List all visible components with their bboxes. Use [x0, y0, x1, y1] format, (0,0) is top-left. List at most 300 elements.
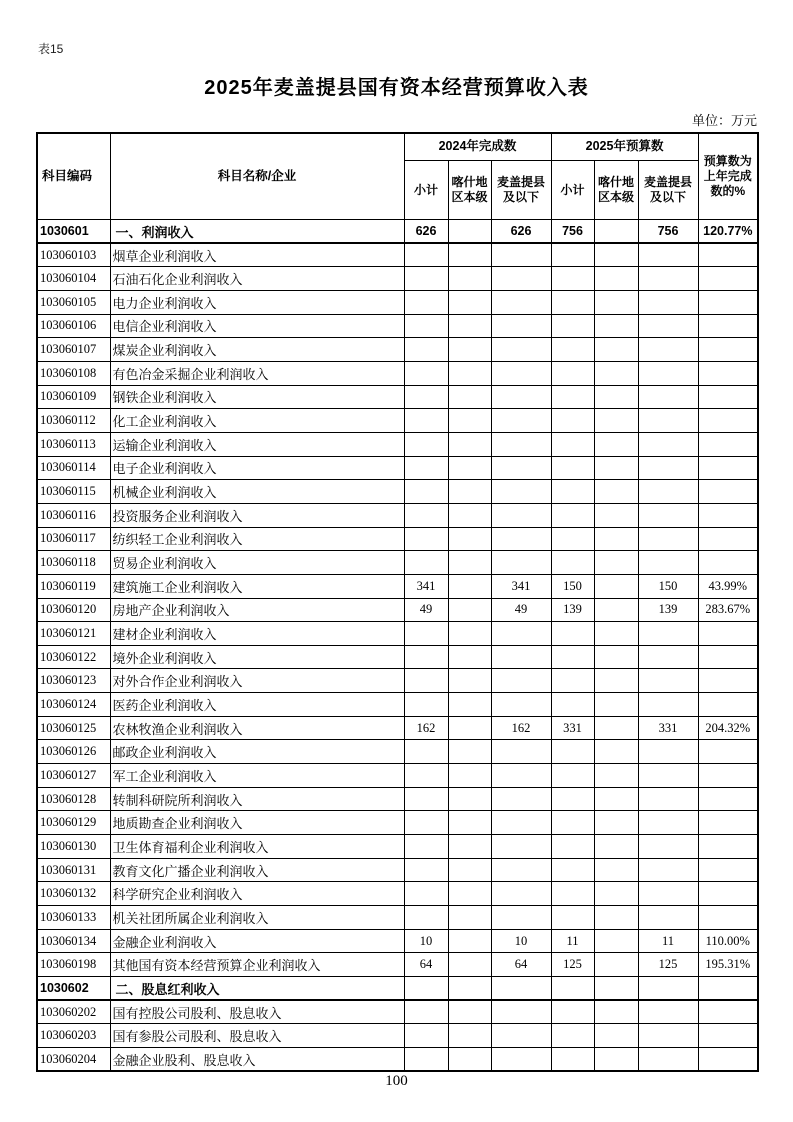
item-row — [37, 929, 758, 953]
header-2025-prefecture: 喀什地区本级 — [594, 161, 638, 220]
value-cell — [491, 361, 551, 385]
item-row — [37, 622, 758, 646]
value-cell — [404, 527, 448, 551]
subject-name-cell: 境外企业利润收入 — [110, 645, 404, 669]
value-cell — [551, 527, 594, 551]
header-2024-subtotal: 小计 — [404, 161, 448, 220]
value-cell — [638, 693, 698, 717]
subject-code-cell: 103060123 — [37, 669, 110, 693]
value-cell — [594, 835, 638, 859]
item-row — [37, 574, 758, 598]
value-cell — [448, 811, 491, 835]
item-row — [37, 290, 758, 314]
value-cell — [594, 645, 638, 669]
value-cell — [551, 456, 594, 480]
value-cell — [551, 882, 594, 906]
value-cell: 139 — [551, 598, 594, 622]
value-cell: 756 — [638, 220, 698, 244]
value-cell: 64 — [404, 953, 448, 977]
subject-code-cell: 103060114 — [37, 456, 110, 480]
value-cell — [491, 243, 551, 267]
value-cell — [638, 1024, 698, 1048]
value-cell — [491, 290, 551, 314]
value-cell: 125 — [638, 953, 698, 977]
value-cell: 120.77% — [698, 220, 758, 244]
value-cell — [698, 551, 758, 575]
subject-code-cell: 103060122 — [37, 645, 110, 669]
value-cell — [698, 243, 758, 267]
value-cell — [491, 811, 551, 835]
subject-code-cell: 103060130 — [37, 835, 110, 859]
value-cell — [491, 1024, 551, 1048]
item-row — [37, 740, 758, 764]
value-cell — [448, 1047, 491, 1071]
value-cell — [448, 503, 491, 527]
value-cell: 341 — [404, 574, 448, 598]
value-cell — [551, 432, 594, 456]
value-cell — [404, 835, 448, 859]
value-cell — [448, 977, 491, 1001]
subject-name-cell: 机械企业利润收入 — [110, 480, 404, 504]
item-row — [37, 267, 758, 291]
value-cell — [551, 385, 594, 409]
subject-name-cell: 医药企业利润收入 — [110, 693, 404, 717]
value-cell — [594, 693, 638, 717]
value-cell: 150 — [638, 574, 698, 598]
value-cell — [638, 456, 698, 480]
header-group-2025: 2025年预算数 — [551, 133, 698, 161]
value-cell — [638, 527, 698, 551]
value-cell — [638, 811, 698, 835]
value-cell — [698, 361, 758, 385]
subject-code-cell: 103060119 — [37, 574, 110, 598]
value-cell — [638, 882, 698, 906]
value-cell — [698, 432, 758, 456]
item-row — [37, 835, 758, 859]
subject-name-cell: 建筑施工企业利润收入 — [110, 574, 404, 598]
item-row — [37, 716, 758, 740]
value-cell — [638, 551, 698, 575]
value-cell — [491, 669, 551, 693]
value-cell — [698, 503, 758, 527]
value-cell — [638, 338, 698, 362]
header-2024-county: 麦盖提县及以下 — [491, 161, 551, 220]
value-cell — [638, 835, 698, 859]
value-cell — [404, 338, 448, 362]
value-cell — [448, 716, 491, 740]
value-cell: 64 — [491, 953, 551, 977]
value-cell — [698, 740, 758, 764]
value-cell — [594, 740, 638, 764]
value-cell — [448, 764, 491, 788]
value-cell — [448, 835, 491, 859]
value-cell — [551, 645, 594, 669]
value-cell — [448, 432, 491, 456]
value-cell — [448, 669, 491, 693]
subject-name-cell: 机关社团所属企业利润收入 — [110, 906, 404, 930]
value-cell — [638, 906, 698, 930]
value-cell — [551, 1024, 594, 1048]
item-row — [37, 480, 758, 504]
value-cell: 162 — [491, 716, 551, 740]
value-cell — [448, 409, 491, 433]
value-cell — [491, 906, 551, 930]
value-cell — [404, 409, 448, 433]
value-cell — [448, 740, 491, 764]
value-cell — [448, 906, 491, 930]
subject-name-cell: 电子企业利润收入 — [110, 456, 404, 480]
value-cell: 49 — [491, 598, 551, 622]
value-cell — [551, 622, 594, 646]
subject-name-cell: 国有控股公司股利、股息收入 — [110, 1000, 404, 1024]
value-cell: 626 — [491, 220, 551, 244]
item-row — [37, 409, 758, 433]
value-cell — [638, 314, 698, 338]
value-cell — [638, 267, 698, 291]
value-cell — [594, 716, 638, 740]
item-row — [37, 1047, 758, 1071]
value-cell — [448, 361, 491, 385]
value-cell — [404, 551, 448, 575]
subject-name-cell: 邮政企业利润收入 — [110, 740, 404, 764]
subject-name-cell: 金融企业股利、股息收入 — [110, 1047, 404, 1071]
header-2024-prefecture: 喀什地区本级 — [448, 161, 491, 220]
subject-code-cell: 103060125 — [37, 716, 110, 740]
value-cell — [551, 1000, 594, 1024]
value-cell — [448, 551, 491, 575]
value-cell: 162 — [404, 716, 448, 740]
subject-name-cell: 电信企业利润收入 — [110, 314, 404, 338]
value-cell — [594, 409, 638, 433]
subject-name-cell: 国有参股公司股利、股息收入 — [110, 1024, 404, 1048]
value-cell — [638, 645, 698, 669]
value-cell — [698, 1024, 758, 1048]
value-cell — [698, 787, 758, 811]
item-row — [37, 906, 758, 930]
value-cell — [698, 456, 758, 480]
value-cell — [698, 669, 758, 693]
value-cell — [594, 1000, 638, 1024]
value-cell — [638, 1047, 698, 1071]
value-cell — [698, 906, 758, 930]
value-cell — [448, 527, 491, 551]
value-cell — [491, 409, 551, 433]
value-cell — [404, 385, 448, 409]
unit-label: 单位：万元 — [691, 113, 757, 128]
value-cell — [638, 740, 698, 764]
subject-code-cell: 103060133 — [37, 906, 110, 930]
value-cell — [594, 361, 638, 385]
subject-code-cell: 103060204 — [37, 1047, 110, 1071]
value-cell — [698, 527, 758, 551]
value-cell — [404, 1047, 448, 1071]
value-cell — [491, 858, 551, 882]
value-cell — [448, 953, 491, 977]
value-cell — [551, 764, 594, 788]
section-row — [37, 977, 758, 1001]
value-cell — [594, 338, 638, 362]
value-cell: 341 — [491, 574, 551, 598]
item-row — [37, 811, 758, 835]
value-cell — [404, 622, 448, 646]
value-cell — [448, 220, 491, 244]
table-body — [37, 220, 758, 1072]
subject-code-cell: 103060112 — [37, 409, 110, 433]
value-cell — [491, 432, 551, 456]
value-cell — [404, 480, 448, 504]
subject-code-cell: 103060134 — [37, 929, 110, 953]
value-cell — [594, 314, 638, 338]
item-row — [37, 764, 758, 788]
value-cell — [698, 1047, 758, 1071]
budget-revenue-table — [36, 132, 759, 1072]
subject-name-cell: 地质勘查企业利润收入 — [110, 811, 404, 835]
value-cell — [448, 929, 491, 953]
subject-code-cell: 103060202 — [37, 1000, 110, 1024]
value-cell — [594, 456, 638, 480]
value-cell — [698, 314, 758, 338]
value-cell — [638, 977, 698, 1001]
item-row — [37, 598, 758, 622]
table-tag: 表15 — [38, 42, 64, 56]
subject-name-cell: 军工企业利润收入 — [110, 764, 404, 788]
value-cell — [448, 1000, 491, 1024]
item-row — [37, 858, 758, 882]
value-cell: 331 — [551, 716, 594, 740]
subject-name-cell: 教育文化广播企业利润收入 — [110, 858, 404, 882]
value-cell — [698, 290, 758, 314]
value-cell — [448, 622, 491, 646]
subject-name-cell: 卫生体育福利企业利润收入 — [110, 835, 404, 859]
subject-name-cell: 金融企业利润收入 — [110, 929, 404, 953]
value-cell — [638, 503, 698, 527]
subject-name-cell: 纺织轻工企业利润收入 — [110, 527, 404, 551]
subject-name-cell: 农林牧渔企业利润收入 — [110, 716, 404, 740]
subject-code-cell: 1030602 — [37, 977, 110, 1001]
value-cell — [551, 811, 594, 835]
value-cell — [551, 243, 594, 267]
value-cell — [638, 432, 698, 456]
value-cell — [594, 527, 638, 551]
value-cell: 204.32% — [698, 716, 758, 740]
value-cell: 331 — [638, 716, 698, 740]
value-cell — [448, 693, 491, 717]
subject-name-cell: 石油石化企业利润收入 — [110, 267, 404, 291]
value-cell — [638, 858, 698, 882]
subject-name-cell: 一、利润收入 — [110, 220, 404, 244]
table-header — [37, 133, 758, 220]
item-row — [37, 432, 758, 456]
subject-code-cell: 103060203 — [37, 1024, 110, 1048]
value-cell — [594, 385, 638, 409]
item-row — [37, 456, 758, 480]
value-cell — [404, 1024, 448, 1048]
value-cell — [404, 267, 448, 291]
value-cell: 139 — [638, 598, 698, 622]
value-cell — [551, 551, 594, 575]
value-cell — [594, 574, 638, 598]
value-cell — [491, 267, 551, 291]
value-cell — [698, 267, 758, 291]
value-cell — [448, 645, 491, 669]
value-cell — [448, 787, 491, 811]
value-cell — [448, 314, 491, 338]
value-cell — [551, 480, 594, 504]
subject-name-cell: 转制科研院所利润收入 — [110, 787, 404, 811]
value-cell — [404, 811, 448, 835]
value-cell — [594, 811, 638, 835]
value-cell — [404, 290, 448, 314]
value-cell — [594, 480, 638, 504]
value-cell — [551, 409, 594, 433]
subject-name-cell: 贸易企业利润收入 — [110, 551, 404, 575]
value-cell — [491, 456, 551, 480]
header-subject-code: 科目编码 — [37, 133, 110, 220]
value-cell — [594, 290, 638, 314]
value-cell — [551, 740, 594, 764]
subject-code-cell: 1030601 — [37, 220, 110, 244]
value-cell — [551, 835, 594, 859]
value-cell — [491, 480, 551, 504]
value-cell — [491, 338, 551, 362]
item-row — [37, 882, 758, 906]
subject-code-cell: 103060108 — [37, 361, 110, 385]
value-cell — [404, 977, 448, 1001]
subject-code-cell: 103060120 — [37, 598, 110, 622]
subject-name-cell: 投资服务企业利润收入 — [110, 503, 404, 527]
value-cell — [698, 764, 758, 788]
value-cell: 11 — [638, 929, 698, 953]
item-row — [37, 361, 758, 385]
item-row — [37, 669, 758, 693]
item-row — [37, 551, 758, 575]
value-cell — [698, 858, 758, 882]
item-row — [37, 1024, 758, 1048]
value-cell — [638, 290, 698, 314]
subject-code-cell: 103060117 — [37, 527, 110, 551]
value-cell — [698, 409, 758, 433]
value-cell — [594, 622, 638, 646]
value-cell — [698, 622, 758, 646]
value-cell — [404, 740, 448, 764]
value-cell — [551, 669, 594, 693]
value-cell — [594, 220, 638, 244]
value-cell: 10 — [404, 929, 448, 953]
subject-name-cell: 二、股息红利收入 — [110, 977, 404, 1001]
value-cell — [404, 669, 448, 693]
subject-name-cell: 煤炭企业利润收入 — [110, 338, 404, 362]
value-cell — [491, 527, 551, 551]
value-cell — [638, 480, 698, 504]
value-cell — [594, 953, 638, 977]
item-row — [37, 787, 758, 811]
subject-code-cell: 103060129 — [37, 811, 110, 835]
value-cell — [491, 740, 551, 764]
value-cell: 150 — [551, 574, 594, 598]
value-cell — [638, 361, 698, 385]
value-cell — [638, 243, 698, 267]
value-cell — [404, 858, 448, 882]
value-cell — [551, 361, 594, 385]
value-cell — [698, 882, 758, 906]
subject-name-cell: 烟草企业利润收入 — [110, 243, 404, 267]
value-cell — [491, 551, 551, 575]
value-cell — [448, 267, 491, 291]
value-cell: 626 — [404, 220, 448, 244]
subject-name-cell: 有色冶金采掘企业利润收入 — [110, 361, 404, 385]
value-cell — [594, 551, 638, 575]
value-cell — [448, 290, 491, 314]
subject-code-cell: 103060131 — [37, 858, 110, 882]
value-cell: 125 — [551, 953, 594, 977]
value-cell — [404, 432, 448, 456]
header-2025-subtotal: 小计 — [551, 161, 594, 220]
header-group-2024: 2024年完成数 — [404, 133, 551, 161]
subject-name-cell: 化工企业利润收入 — [110, 409, 404, 433]
value-cell — [491, 385, 551, 409]
subject-name-cell: 运输企业利润收入 — [110, 432, 404, 456]
item-row — [37, 385, 758, 409]
subject-code-cell: 103060121 — [37, 622, 110, 646]
value-cell — [491, 503, 551, 527]
value-cell — [491, 977, 551, 1001]
subject-name-cell: 其他国有资本经营预算企业利润收入 — [110, 953, 404, 977]
value-cell — [638, 385, 698, 409]
value-cell — [551, 693, 594, 717]
subject-name-cell: 建材企业利润收入 — [110, 622, 404, 646]
value-cell: 756 — [551, 220, 594, 244]
value-cell: 43.99% — [698, 574, 758, 598]
value-cell — [698, 1000, 758, 1024]
value-cell: 283.67% — [698, 598, 758, 622]
value-cell — [551, 503, 594, 527]
value-cell — [491, 1000, 551, 1024]
value-cell — [594, 1024, 638, 1048]
value-cell — [551, 290, 594, 314]
subject-code-cell: 103060126 — [37, 740, 110, 764]
item-row — [37, 693, 758, 717]
value-cell — [638, 622, 698, 646]
value-cell — [594, 787, 638, 811]
value-cell — [594, 977, 638, 1001]
value-cell — [491, 314, 551, 338]
item-row — [37, 527, 758, 551]
value-cell — [448, 385, 491, 409]
value-cell — [551, 906, 594, 930]
value-cell — [638, 409, 698, 433]
value-cell — [448, 598, 491, 622]
value-cell — [698, 645, 758, 669]
value-cell — [551, 977, 594, 1001]
value-cell — [594, 882, 638, 906]
header-2025-county: 麦盖提县及以下 — [638, 161, 698, 220]
value-cell — [491, 693, 551, 717]
subject-name-cell: 电力企业利润收入 — [110, 290, 404, 314]
value-cell — [551, 314, 594, 338]
value-cell — [404, 361, 448, 385]
value-cell — [698, 385, 758, 409]
value-cell — [551, 267, 594, 291]
value-cell — [404, 456, 448, 480]
value-cell — [448, 338, 491, 362]
value-cell — [594, 858, 638, 882]
value-cell: 49 — [404, 598, 448, 622]
value-cell — [491, 882, 551, 906]
value-cell — [698, 480, 758, 504]
value-cell — [594, 503, 638, 527]
item-row — [37, 645, 758, 669]
value-cell — [698, 693, 758, 717]
